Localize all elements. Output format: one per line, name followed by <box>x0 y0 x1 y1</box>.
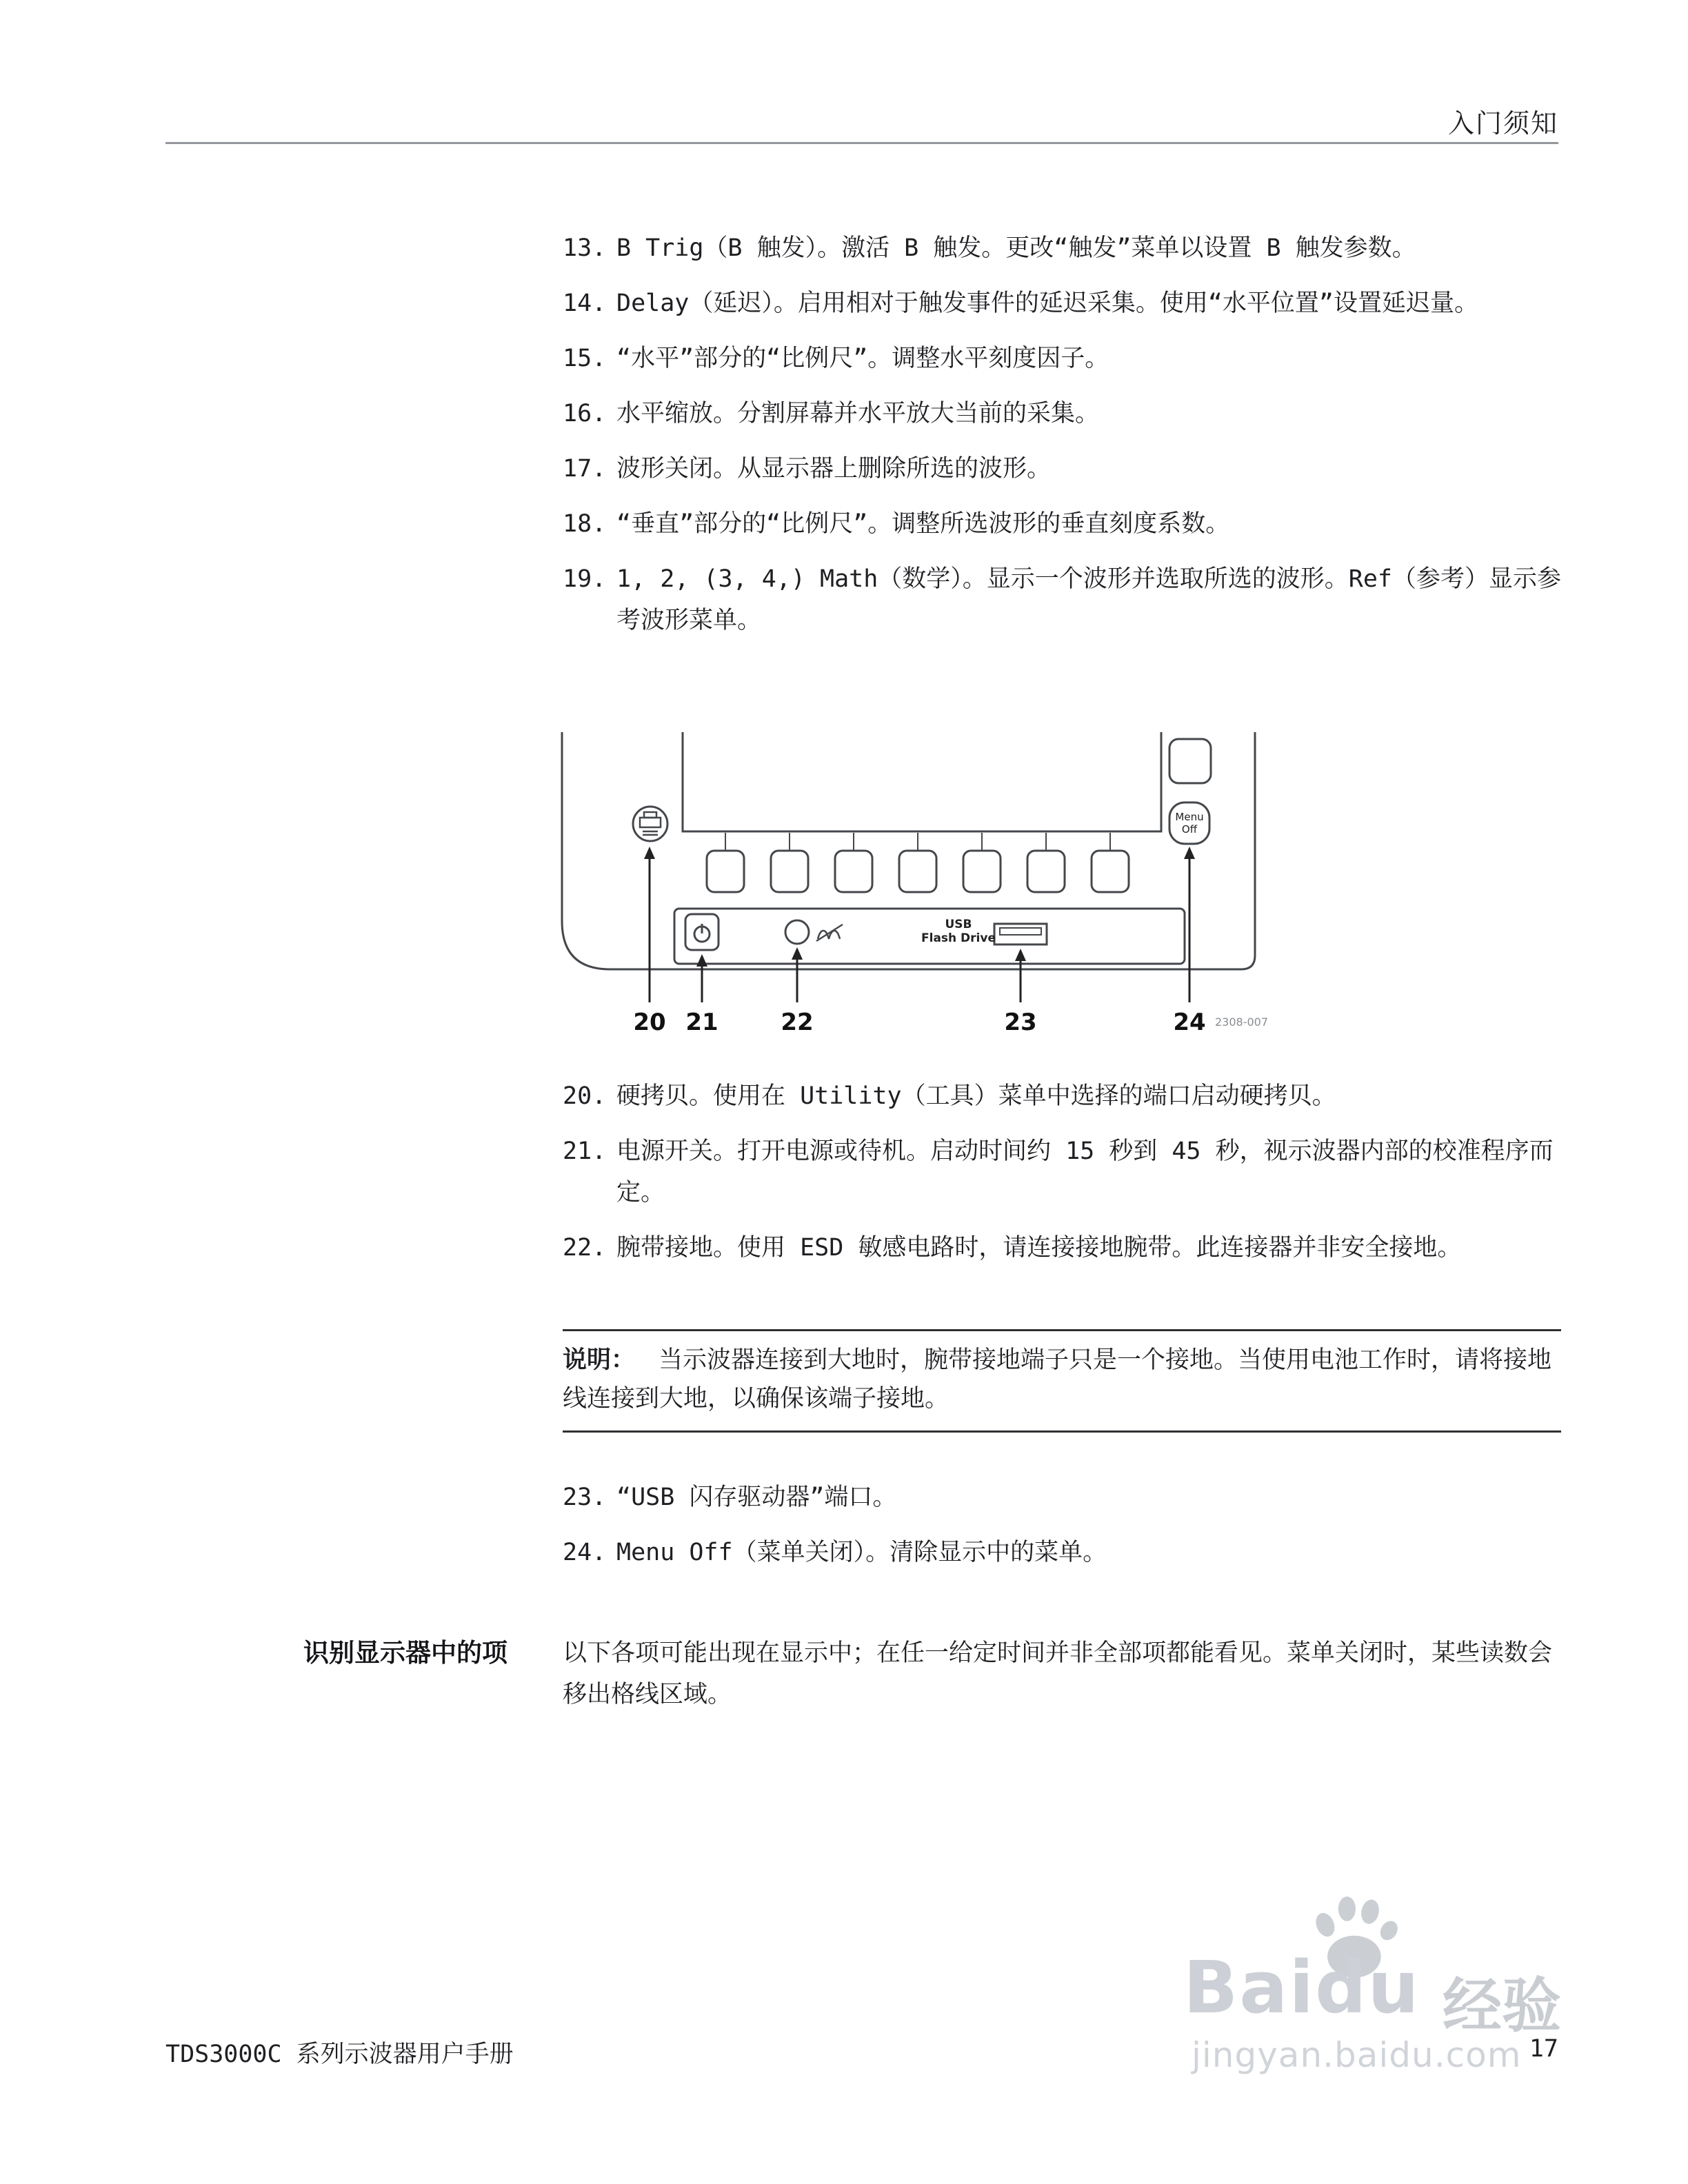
item-number: 21. <box>563 1138 607 1165</box>
select-button <box>1169 739 1211 783</box>
callout-arrowheads <box>644 847 1195 967</box>
item-text: “水平”部分的“比例尺”。调整水平刻度因子。 <box>616 345 1109 372</box>
item-text: Menu Off（菜单关闭）。清除显示中的菜单。 <box>616 1539 1107 1566</box>
item-text: 波形关闭。从显示器上删除所选的波形。 <box>616 455 1052 483</box>
callout-arrows <box>650 858 1189 1002</box>
list-item <box>563 1131 1561 1213</box>
menu-button-6 <box>1027 851 1065 892</box>
item-text: “垂直”部分的“比例尺”。调整所选波形的垂直刻度系数。 <box>616 510 1230 538</box>
callout-number-24: 24 <box>1173 1009 1206 1036</box>
list-item <box>563 1477 1561 1518</box>
baidu-watermark <box>1172 1905 1572 2085</box>
item-number: 20. <box>563 1082 607 1110</box>
callout-number-23: 23 <box>1004 1009 1037 1036</box>
item-text: Delay（延迟）。启用相对于触发事件的延迟采集。使用“水平位置”设置延迟量。 <box>616 290 1479 317</box>
screen-outline <box>683 732 1161 831</box>
item-text: 水平缩放。分割屏幕并水平放大当前的采集。 <box>616 400 1100 427</box>
item-number: 13. <box>563 234 607 262</box>
list-items-20-22 <box>563 1075 1561 1268</box>
watermark-brand-cn: 经验 <box>1443 1972 1561 2041</box>
callout-number-20: 20 <box>633 1009 666 1036</box>
note-label: 说明： <box>563 1346 636 1374</box>
item-text: 硬拷贝。使用在 Utility（工具）菜单中选择的端口启动硬拷贝。 <box>616 1082 1336 1110</box>
header-rule <box>165 142 1558 144</box>
usb-label-line1: USB <box>945 918 972 931</box>
item-number: 19. <box>563 565 607 593</box>
power-icon <box>694 924 710 942</box>
section-heading: 识别显示器中的项 <box>303 1638 508 1668</box>
item-number: 16. <box>563 400 607 427</box>
menu-button-5 <box>963 851 1001 892</box>
item-number: 22. <box>563 1234 607 1262</box>
oscilloscope-front-panel-figure <box>560 732 1270 1052</box>
footer-manual-title: TDS3000C 系列示波器用户手册 <box>165 2041 514 2068</box>
menu-bezel-buttons <box>707 851 1129 892</box>
item-number: 18. <box>563 510 607 538</box>
bezel-button-guides <box>725 833 1110 851</box>
wrist-strap-jack <box>785 920 809 944</box>
menu-button-2 <box>771 851 808 892</box>
list-item <box>563 448 1561 489</box>
item-text: 电源开关。打开电源或待机。启动时间约 15 秒到 45 秒，视示波器内部的校准程序而定。 <box>616 1138 1554 1206</box>
note-block <box>563 1329 1561 1433</box>
section-body: 以下各项可能出现在显示中；在任一给定时间并非全部项都能看见。菜单关闭时，某些读数会移出格线区域。 <box>563 1639 1553 1708</box>
note <box>563 1329 1561 1433</box>
note-text: 当示波器连接到大地时，腕带接地端子只是一个接地。当使用电池工作时，请将接地线连接到大地，以确保该端子接地。 <box>563 1346 1552 1413</box>
item-number: 24. <box>563 1539 607 1566</box>
watermark-brand: Baidu <box>1183 1945 1420 2030</box>
watermark-url: jingyan.baidu.com <box>1192 2035 1522 2075</box>
printer-icon <box>640 812 661 835</box>
list-items-13-19 <box>563 228 1561 641</box>
list-items-23-24 <box>563 1477 1561 1573</box>
figure-code: 2308-007 <box>1215 1015 1269 1029</box>
callout-number-21: 21 <box>685 1009 719 1036</box>
wrist-strap-icon <box>816 924 843 941</box>
menu-button-1 <box>707 851 744 892</box>
item-text: 腕带接地。使用 ESD 敏感电路时，请连接接地腕带。此连接器并非安全接地。 <box>616 1234 1462 1262</box>
oscilloscope-diagram <box>560 732 1270 1049</box>
list-item <box>563 1532 1561 1573</box>
item-number: 23. <box>563 1484 607 1511</box>
section-identify-display-items <box>165 1632 1561 1715</box>
item-text: “USB 闪存驱动器”端口。 <box>616 1484 897 1511</box>
menu-button-4 <box>899 851 936 892</box>
list-item <box>563 338 1561 379</box>
usb-label-line2: Flash Drive <box>921 931 996 945</box>
item-number: 14. <box>563 290 607 317</box>
list-item <box>563 1075 1561 1117</box>
list-item <box>563 503 1561 545</box>
list-item <box>563 228 1561 269</box>
list-item <box>563 283 1561 324</box>
item-text: B Trig（B 触发）。激活 B 触发。更改“触发”菜单以设置 B 触发参数。 <box>616 234 1416 262</box>
item-text: 1, 2, (3, 4,) Math（数学）。显示一个波形并选取所选的波形。Ref（参考）显示参考波形菜单。 <box>616 565 1562 634</box>
list-item <box>563 1227 1561 1268</box>
footer-page-number: 17 <box>1529 2035 1558 2063</box>
list-item <box>563 393 1561 434</box>
item-number: 15. <box>563 345 607 372</box>
page-header: 入门须知 <box>1447 108 1558 139</box>
menu-button-7 <box>1092 851 1129 892</box>
menu-off-label-line1: Menu <box>1175 811 1204 823</box>
menu-button-3 <box>835 851 872 892</box>
usb-port-tongue <box>1000 928 1041 935</box>
menu-off-label-line2: Off <box>1181 823 1198 836</box>
callout-number-22: 22 <box>781 1009 814 1036</box>
item-number: 17. <box>563 455 607 483</box>
list-item <box>563 558 1561 641</box>
